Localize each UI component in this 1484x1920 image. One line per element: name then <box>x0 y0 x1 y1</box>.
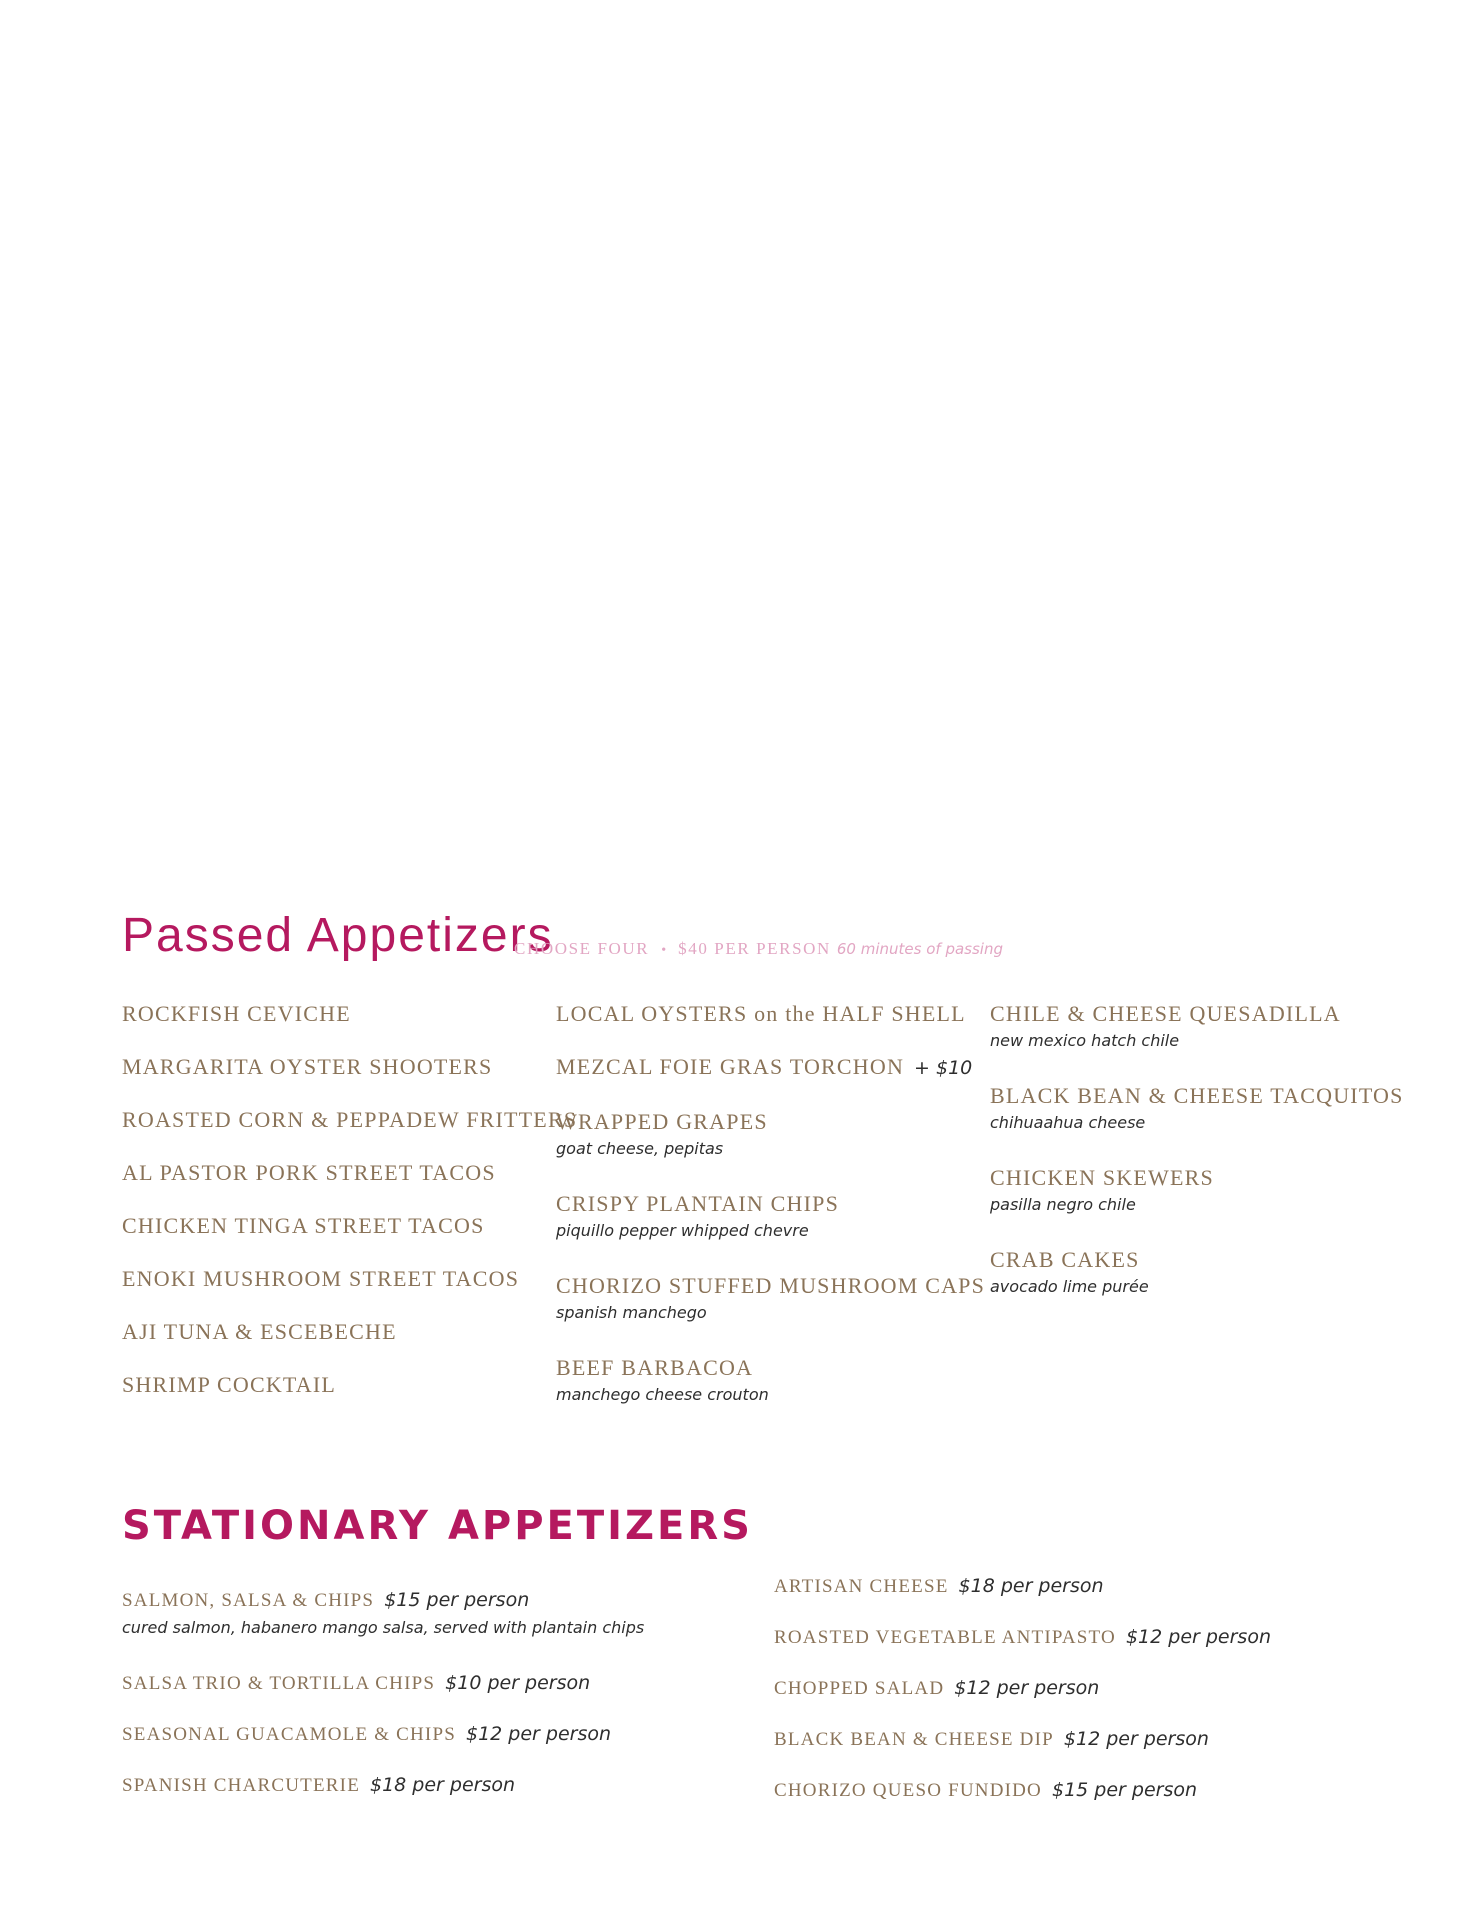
menu-item-name: CHICKEN SKEWERS <box>990 1165 1214 1190</box>
passing-duration-note: 60 minutes of passing <box>836 940 1003 958</box>
menu-item-description: piquillo pepper whipped chevre <box>556 1221 809 1240</box>
menu-item-description: goat cheese, pepitas <box>556 1139 724 1158</box>
menu-item-name: SHRIMP COCKTAIL <box>122 1372 337 1397</box>
per-person-price: $40 PER PERSON <box>678 939 831 958</box>
menu-item-name: MARGARITA OYSTER SHOOTERS <box>122 1054 493 1079</box>
menu-item-description: avocado lime purée <box>990 1277 1149 1296</box>
menu-item-upcharge: + $10 <box>914 1057 973 1079</box>
menu-item-name: CRAB CAKES <box>990 1247 1140 1272</box>
menu-item-name: ROASTED CORN & PEPPADEW FRITTERS <box>122 1107 578 1132</box>
menu-item <box>774 1730 1209 1749</box>
menu-item-name: CRISPY PLANTAIN CHIPS <box>556 1191 840 1216</box>
menu-item-name: CHICKEN TINGA STREET TACOS <box>122 1213 485 1238</box>
menu-item <box>556 1111 768 1157</box>
menu-item-description: spanish manchego <box>556 1303 707 1322</box>
separator-dot: • <box>661 943 667 958</box>
menu-item-name: ARTISAN CHEESE <box>774 1576 949 1597</box>
menu-item-description: new mexico hatch chile <box>990 1031 1180 1050</box>
menu-item-name: CHORIZO QUESO FUNDIDO <box>774 1780 1042 1801</box>
menu-item-name: ROASTED VEGETABLE ANTIPASTO <box>774 1627 1116 1648</box>
menu-item <box>774 1679 1099 1698</box>
passed-appetizers-subtitle <box>514 940 1003 958</box>
menu-item <box>122 1725 611 1744</box>
menu-item-description: manchego cheese crouton <box>556 1385 769 1404</box>
menu-item-price: $18 per person <box>958 1575 1104 1597</box>
menu-item <box>556 1056 972 1078</box>
menu-item-price: $12 per person <box>1063 1728 1209 1750</box>
menu-item-name: BLACK BEAN & CHEESE TACQUITOS <box>990 1083 1404 1108</box>
menu-item <box>990 1249 1149 1295</box>
choose-four-label: CHOOSE FOUR <box>514 939 650 958</box>
menu-item <box>774 1577 1104 1596</box>
menu-item-name: ROCKFISH CEVICHE <box>122 1001 351 1026</box>
menu-item-name: SPANISH CHARCUTERIE <box>122 1775 360 1796</box>
menu-item <box>990 1003 1341 1049</box>
menu-item-price: $15 per person <box>1051 1779 1198 1801</box>
menu-item-description: chihuaahua cheese <box>990 1113 1146 1132</box>
menu-item-price: $12 per person <box>1125 1626 1271 1648</box>
menu-item-name: SALSA TRIO & TORTILLA CHIPS <box>122 1673 436 1694</box>
menu-item-name: MEZCAL FOIE GRAS TORCHON <box>556 1054 905 1079</box>
passed-appetizers-title: Passed Appetizers <box>122 909 554 962</box>
menu-item-price: $12 per person <box>954 1677 1100 1699</box>
menu-item-name: SEASONAL GUACAMOLE & CHIPS <box>122 1724 456 1745</box>
menu-item <box>122 1591 644 1636</box>
menu-item <box>556 1275 985 1321</box>
menu-item-price: $18 per person <box>370 1774 516 1796</box>
menu-item-name: ENOKI MUSHROOM STREET TACOS <box>122 1266 520 1291</box>
stationary-appetizers-title: STATIONARY APPETIZERS <box>122 1503 753 1549</box>
menu-item <box>556 1193 839 1239</box>
menu-item <box>990 1167 1214 1213</box>
menu-item <box>556 1357 769 1403</box>
menu-item <box>122 1674 590 1693</box>
menu-item-description: pasilla negro chile <box>990 1195 1136 1214</box>
menu-item-name: AL PASTOR PORK STREET TACOS <box>122 1160 496 1185</box>
menu-item-name: WRAPPED GRAPES <box>556 1109 768 1134</box>
menu-item-price: $10 per person <box>445 1672 591 1694</box>
menu-item-name: CHILE & CHEESE QUESADILLA <box>990 1001 1341 1026</box>
menu-item <box>774 1781 1197 1800</box>
menu-item-price: $12 per person <box>466 1723 612 1745</box>
menu-item-name: CHORIZO STUFFED MUSHROOM CAPS <box>556 1273 986 1298</box>
menu-item-description: cured salmon, habanero mango salsa, served with plantain chips <box>122 1618 645 1637</box>
menu-item-name: LOCAL OYSTERS on the HALF SHELL <box>556 1001 966 1026</box>
menu-item-name: SALMON, SALSA & CHIPS $15 per person <box>122 1589 530 1611</box>
menu-item <box>990 1085 1404 1131</box>
menu-item-name: AJI TUNA & ESCEBECHE <box>122 1319 397 1344</box>
menu-item <box>774 1628 1271 1647</box>
menu-item-name: BEEF BARBACOA <box>556 1355 754 1380</box>
menu-item-name: BLACK BEAN & CHEESE DIP <box>774 1729 1054 1750</box>
menu-item-name: CHOPPED SALAD <box>774 1678 945 1699</box>
menu-item-price: $15 per person <box>384 1589 530 1611</box>
menu-item <box>122 1776 515 1795</box>
